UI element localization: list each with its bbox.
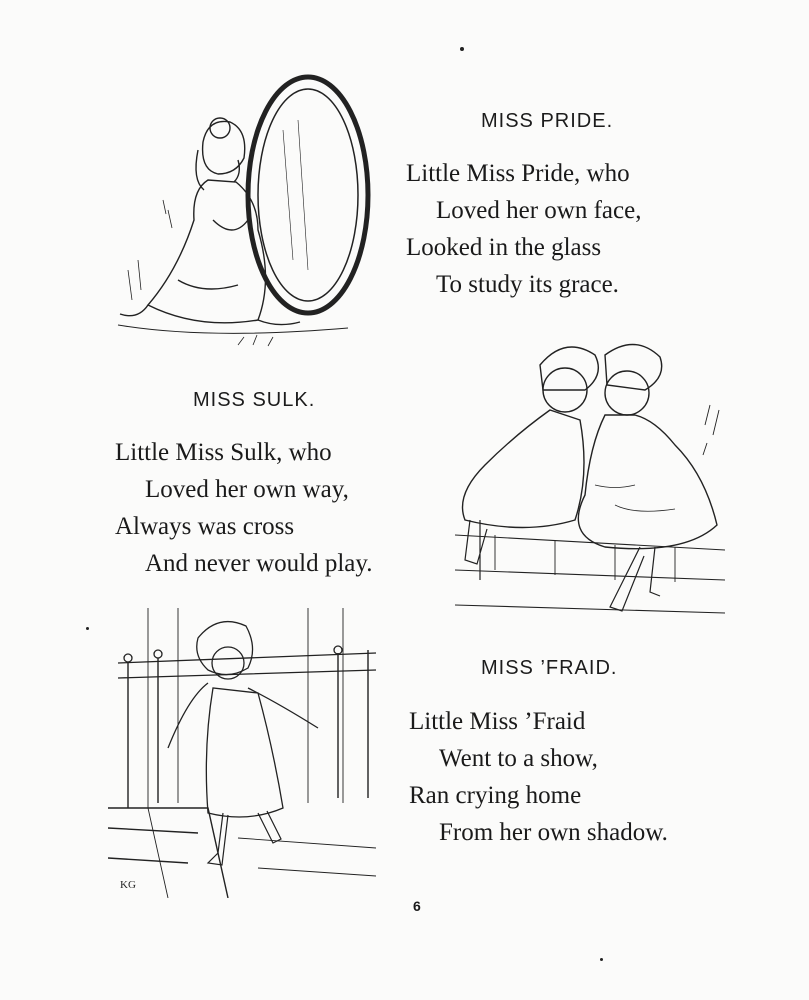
verse-line: Always was cross <box>115 513 295 540</box>
print-speck <box>600 958 603 961</box>
artist-signature: KG <box>120 879 136 891</box>
verse-line: And never would play. <box>145 550 373 577</box>
illustration-miss-fraid <box>108 608 378 898</box>
poem-verse <box>409 703 668 851</box>
verse-line: Ran crying home <box>409 782 582 809</box>
poem-title: MISS SULK. <box>193 389 316 411</box>
poem-title: MISS PRIDE. <box>481 110 614 132</box>
illustration-miss-sulk <box>455 335 725 620</box>
verse-line: Loved her own face, <box>436 197 642 224</box>
illustration-miss-pride <box>108 70 378 350</box>
poem-title: MISS ’FRAID. <box>481 657 618 679</box>
verse-line: From her own shadow. <box>439 819 668 846</box>
print-speck <box>460 47 464 51</box>
page-number: 6 <box>413 898 421 914</box>
verse-line: Little Miss Sulk, who <box>115 439 332 466</box>
verse-line: Loved her own way, <box>145 476 349 503</box>
verse-line: To study its grace. <box>436 271 619 298</box>
print-speck <box>86 627 89 630</box>
poem-verse <box>406 155 641 303</box>
verse-line: Went to a show, <box>439 745 598 772</box>
poem-verse <box>115 434 373 582</box>
verse-line: Little Miss Pride, who <box>406 160 630 187</box>
verse-line: Little Miss ’Fraid <box>409 708 586 735</box>
verse-line: Looked in the glass <box>406 234 602 261</box>
